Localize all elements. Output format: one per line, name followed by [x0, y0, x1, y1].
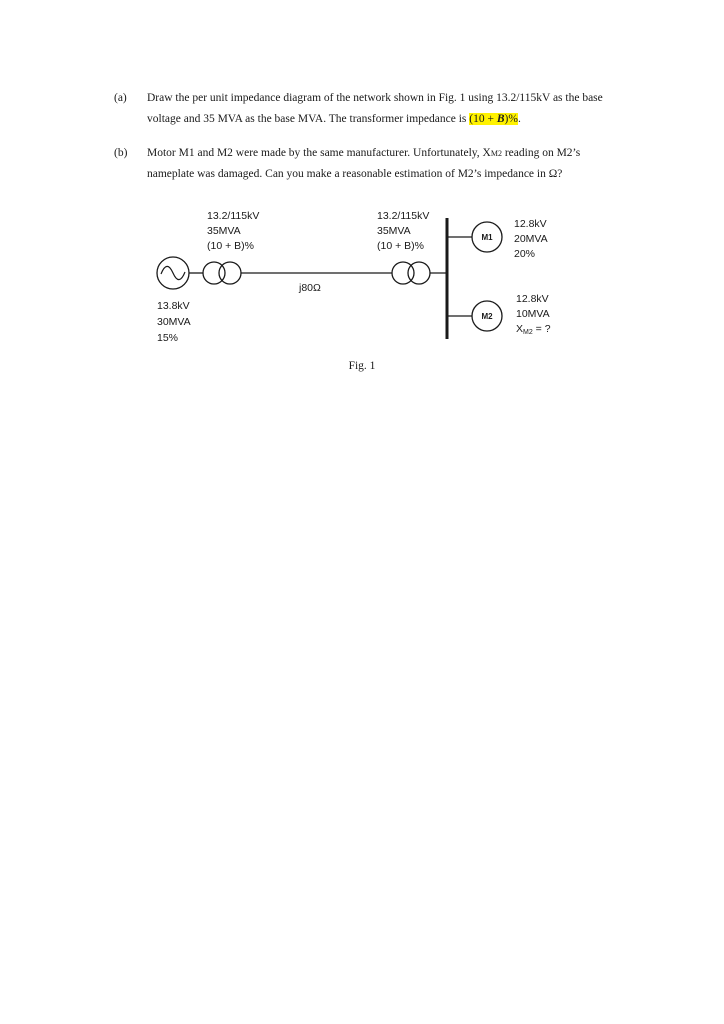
m1-label: M1	[481, 233, 493, 242]
gen-reactance-label: 15%	[157, 332, 179, 344]
highlighted-impedance: (10 + B)%	[469, 113, 518, 125]
t2-impedance-label: (10 + B)%	[377, 240, 424, 252]
t1-secondary-winding	[219, 262, 241, 284]
network-diagram	[0, 0, 724, 400]
m2-voltage-label: 12.8kV	[516, 293, 549, 305]
t1-voltage-label: 13.2/115kV	[207, 210, 260, 222]
t2-mva-label: 35MVA	[377, 225, 411, 237]
question-a-text-pre: Draw the per unit impedance diagram of the network shown in Fig. 1 using 13.2/115kV as the base voltage and 35 MVA as the base MVA. The transformer impedance is	[147, 92, 603, 125]
t2-voltage-label: 13.2/115kV	[377, 210, 430, 222]
sine-wave-icon	[161, 266, 185, 279]
line-impedance-label: j80Ω	[299, 282, 321, 294]
gen-voltage-label: 13.8kV	[157, 300, 190, 312]
m2-label: M2	[481, 312, 493, 321]
gen-mva-label: 30MVA	[157, 316, 191, 328]
m2-reactance-label: XM2 = ?	[516, 323, 551, 336]
question-a-label: (a)	[114, 92, 127, 104]
t2-secondary-winding	[408, 262, 430, 284]
figure-caption: Fig. 1	[348, 360, 376, 372]
m1-reactance-label: 20%	[514, 248, 536, 260]
question-a-text: Draw the per unit impedance diagram of the network shown in Fig. 1 using 13.2/115kV as the base voltage and 35 MVA as the base MVA. The transformer impedance is (10 + B)%.	[147, 92, 603, 125]
m1-voltage-label: 12.8kV	[514, 218, 547, 230]
question-b-label: (b)	[114, 147, 128, 159]
m1-mva-label: 20MVA	[514, 233, 548, 245]
variable-b: B	[496, 113, 505, 125]
t1-impedance-label: (10 + B)%	[207, 240, 254, 252]
m2-mva-label: 10MVA	[516, 308, 550, 320]
question-b-text: Motor M1 and M2 were made by the same manufacturer. Unfortunately, XM2 reading on M2’s nameplate was damaged. Can you make a reasonable estimation of M2’s impedance in Ω?	[147, 147, 581, 180]
t1-mva-label: 35MVA	[207, 225, 241, 237]
